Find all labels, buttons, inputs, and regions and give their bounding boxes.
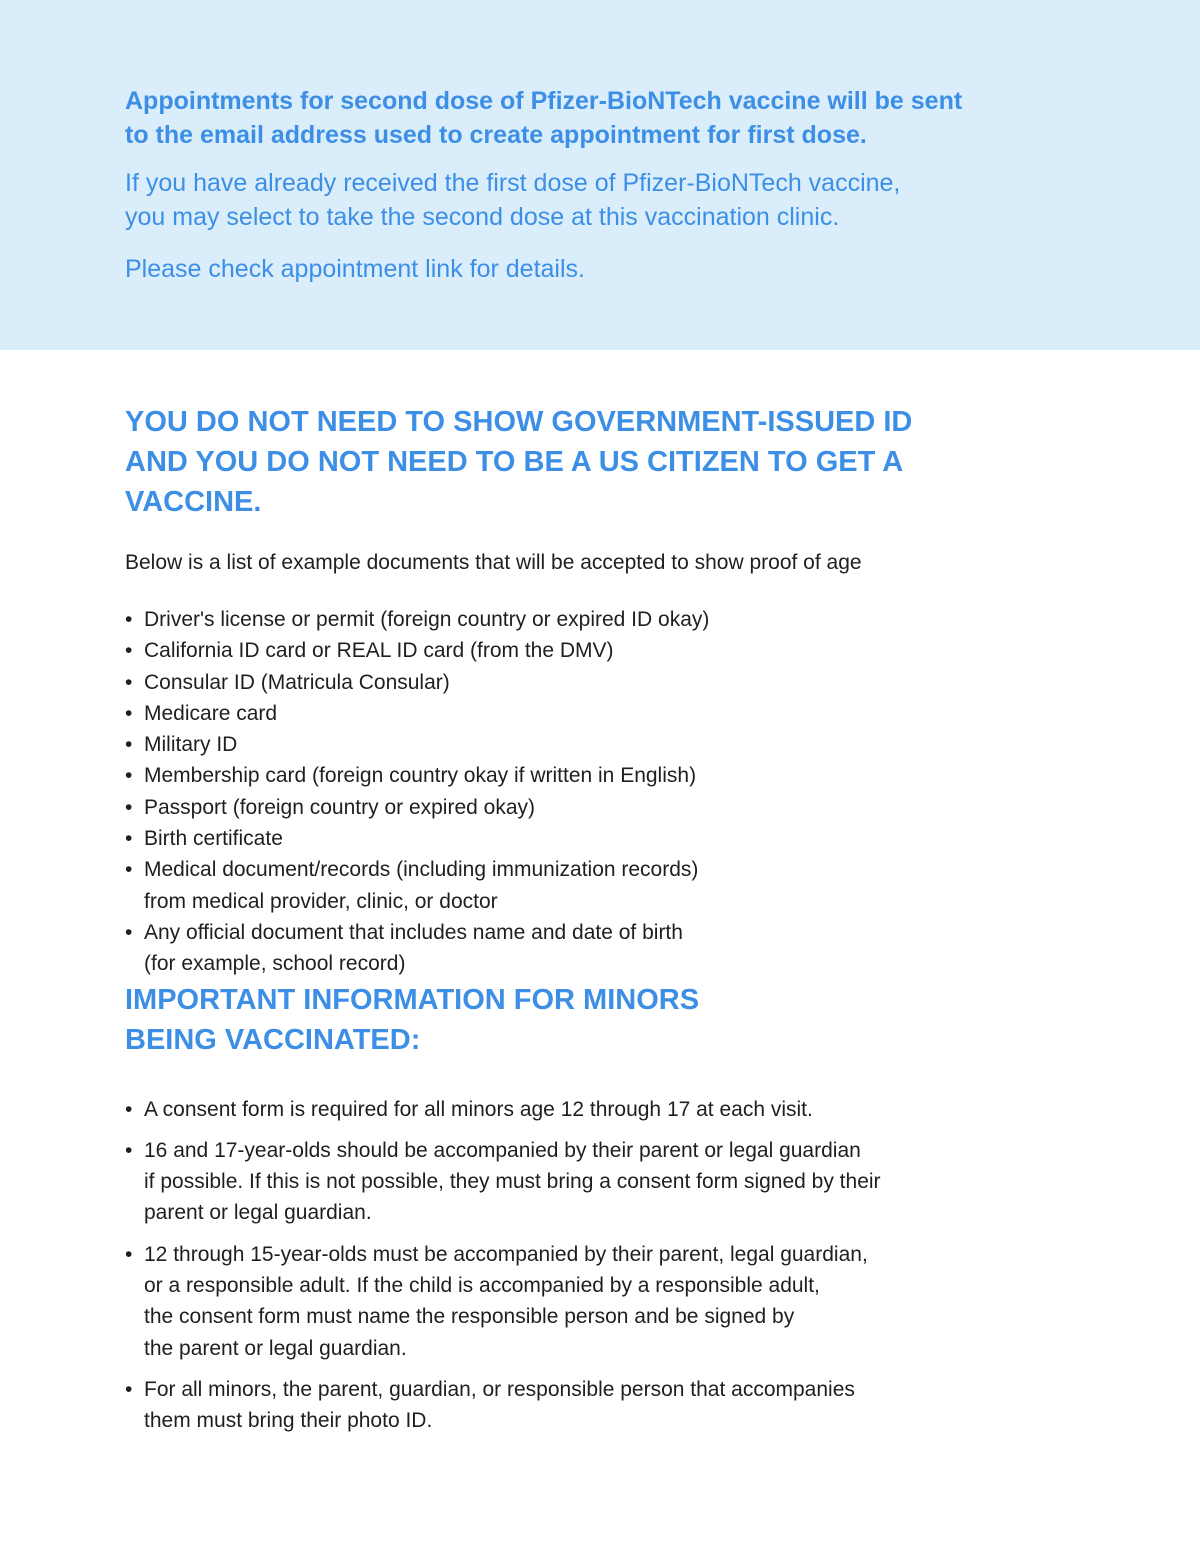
list-item: • Medicare card — [125, 698, 1085, 729]
minors-16-17-line-3: parent or legal guardian. — [144, 1201, 372, 1225]
list-item: • Driver's license or permit (foreign country or expired ID okay) — [125, 604, 1085, 635]
minors-12-15-line-3: the consent form must name the responsible person and be signed by — [144, 1305, 795, 1329]
minors-12-15-line-4: the parent or legal guardian. — [144, 1336, 407, 1360]
list-item: • Military ID — [125, 729, 1085, 760]
minors-heading-line-2: BEING VACCINATED: — [125, 1023, 421, 1056]
list-item: • Consular ID (Matricula Consular) — [125, 667, 1085, 698]
minors-photo-id-line-1: For all minors, the parent, guardian, or responsible person that accompanies — [144, 1377, 855, 1401]
minors-item-photo-id — [125, 1374, 1085, 1437]
official-document-line-1: Any official document that includes name and date of birth — [144, 920, 683, 944]
accepted-documents-list — [125, 604, 1085, 980]
minors-item-consent-form: • A consent form is required for all minors age 12 through 17 at each visit. — [125, 1094, 1085, 1125]
second-dose-notice — [125, 84, 1085, 152]
list-item: • California ID card or REAL ID card (from the DMV) — [125, 635, 1085, 666]
first-dose-notice-line-2: you may select to take the second dose at this vaccination clinic. — [125, 203, 840, 231]
second-dose-notice-line-2: to the email address used to create appointment for first dose. — [125, 121, 867, 149]
id-heading-line-3: VACCINE. — [125, 486, 262, 518]
medical-records-line-1: Medical document/records (including immunization records) — [144, 858, 699, 882]
info-banner — [0, 0, 1200, 350]
minors-photo-id-line-2: them must bring their photo ID. — [144, 1409, 433, 1433]
list-item-medical-records — [125, 854, 1085, 917]
list-item: • Passport (foreign country or expired okay) — [125, 792, 1085, 823]
id-heading-line-1: YOU DO NOT NEED TO SHOW GOVERNMENT-ISSUED ID — [125, 406, 913, 438]
list-item: • Birth certificate — [125, 823, 1085, 854]
minors-12-15-line-2: or a responsible adult. If the child is accompanied by a responsible adult, — [144, 1274, 820, 1298]
banner-content — [125, 84, 1085, 304]
minors-section-heading — [125, 980, 1085, 1060]
list-item: • Membership card (foreign country okay if written in English) — [125, 760, 1085, 791]
minors-16-17-line-1: 16 and 17-year-olds should be accompanied by their parent or legal guardian — [144, 1138, 861, 1162]
minors-item-16-17 — [125, 1135, 1085, 1229]
proof-of-age-intro: Below is a list of example documents that will be accepted to show proof of age — [125, 551, 862, 574]
official-document-line-2: (for example, school record) — [144, 952, 406, 976]
appointment-link-notice: Please check appointment link for details. — [125, 255, 585, 283]
second-dose-notice-line-1: Appointments for second dose of Pfizer-BioNTech vaccine will be sent — [125, 87, 963, 115]
minors-heading-line-1: IMPORTANT INFORMATION FOR MINORS — [125, 983, 700, 1016]
minors-16-17-line-2: if possible. If this is not possible, they must bring a consent form signed by their — [144, 1170, 881, 1194]
list-item-official-document — [125, 917, 1085, 980]
minors-info-list — [125, 1094, 1085, 1437]
id-section-heading — [125, 402, 1085, 522]
minors-12-15-line-1: 12 through 15-year-olds must be accompanied by their parent, legal guardian, — [144, 1242, 868, 1266]
first-dose-notice — [125, 166, 1085, 234]
medical-records-line-2: from medical provider, clinic, or doctor — [144, 889, 498, 913]
id-heading-line-2: AND YOU DO NOT NEED TO BE A US CITIZEN TO GET A — [125, 446, 904, 478]
minors-item-12-15 — [125, 1239, 1085, 1364]
main-content — [125, 402, 1085, 1447]
first-dose-notice-line-1: If you have already received the first dose of Pfizer-BioNTech vaccine, — [125, 169, 901, 197]
